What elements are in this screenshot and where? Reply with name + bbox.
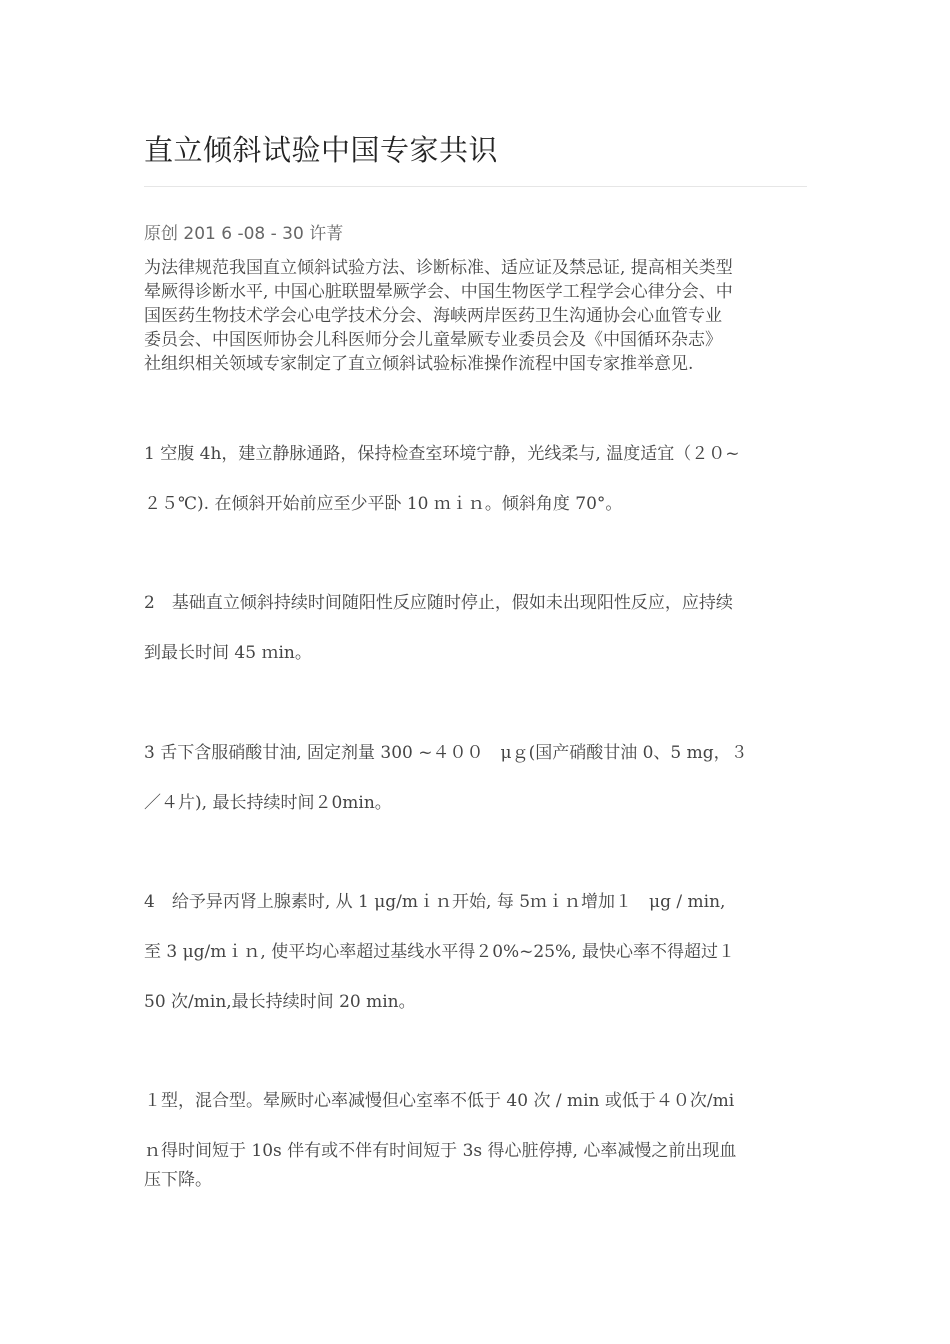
paragraph-line: 1 空腹 4h，建立静脉通路，保持检查室环境宁静，光线柔与, 温度适宜（２０~ — [144, 444, 740, 464]
intro-line: 晕厥得诊断水平, 中国心脏联盟晕厥学会、中国生物医学工程学会心律分会、中 — [144, 282, 733, 302]
paragraph-line: ｎ得时间短于 10s 伴有或不伴有时间短于 3s 得心脏停搏, 心率减慢之前出现血 — [144, 1141, 737, 1161]
intro-line: 委员会、中国医师协会儿科医师分会儿童晕厥专业委员会及《中国循环杂志》 — [144, 330, 722, 350]
paragraph-2 — [144, 578, 808, 678]
paragraph-line: 2 基础直立倾斜持续时间随阳性反应随时停止，假如未出现阳性反应，应持续 — [144, 593, 733, 613]
paragraph-line: 3 舌下含服硝酸甘油, 固定剂量 300 ~４００ μｇ(国产硝酸甘油 0、5 mg，３ — [144, 743, 748, 763]
paragraph-line: 压下降。 — [144, 1170, 212, 1190]
title-divider — [144, 186, 807, 187]
paragraph-4 — [144, 877, 808, 1027]
paragraph-line: 至 3 μg/mｉｎ, 使平均心率超过基线水平得２0%~25%, 最快心率不得超过１ — [144, 942, 736, 962]
paragraph-line: ／４片), 最长持续时间２0min。 — [144, 793, 392, 813]
article-title: 直立倾斜试验中国专家共识 — [144, 133, 499, 167]
paragraph-line: １型，混合型。晕厥时心率减慢但心室率不低于 40 次 / min 或低于４０次/mi — [144, 1091, 735, 1111]
paragraph-1 — [144, 429, 808, 529]
paragraph-line: 50 次/min,最长持续时间 20 min。 — [144, 992, 416, 1012]
intro-line: 国医药生物技术学会心电学技术分会、海峡两岸医药卫生沟通协会心血管专业 — [144, 306, 722, 326]
intro-line: 社组织相关领域专家制定了直立倾斜试验标准操作流程中国专家推举意见. — [144, 354, 694, 374]
paragraph-5 — [144, 1076, 808, 1198]
paragraph-line: 4 给予异丙肾上腺素时, 从 1 μg/mｉｎ开始, 每 5ｍｉｎ增加１ μg / min, — [144, 892, 726, 912]
paragraph-line: 到最长时间 45 ｍin。 — [144, 643, 312, 663]
article-meta: 原创 201 6 -08 - 30 许菁 — [144, 224, 344, 244]
intro-paragraph — [144, 256, 808, 376]
paragraph-line: ２５℃). 在倾斜开始前应至少平卧 10 ｍｉｎ。倾斜角度 70°。 — [144, 494, 623, 514]
paragraph-3 — [144, 728, 808, 828]
intro-line: 为法律规范我国直立倾斜试验方法、诊断标准、适应证及禁忌证, 提高相关类型 — [144, 258, 733, 278]
